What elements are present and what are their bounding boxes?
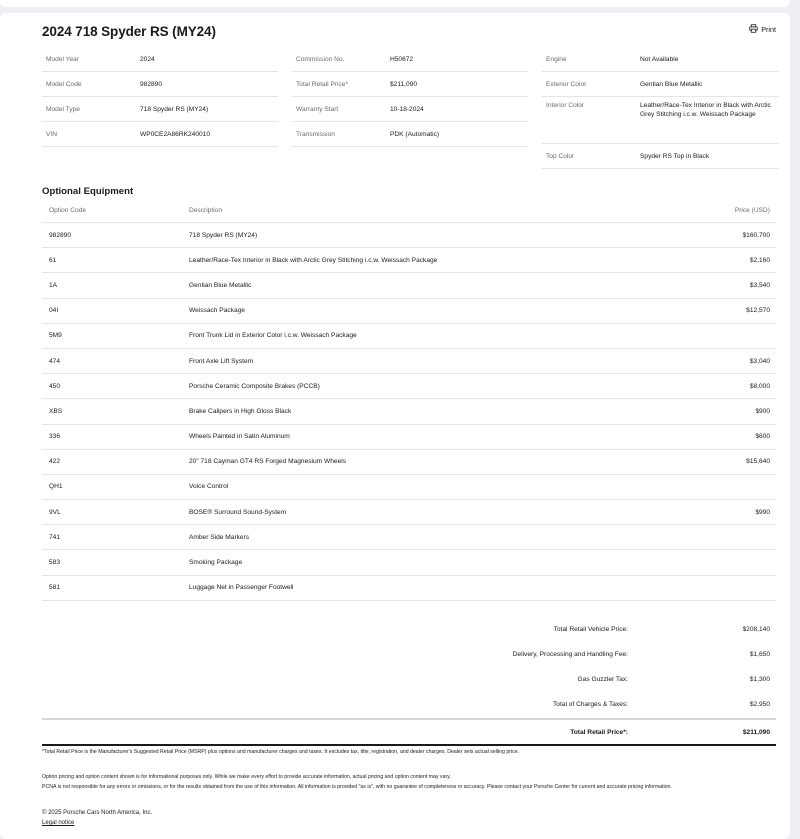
table-row (42, 475, 776, 500)
option-price: $12,570 (746, 307, 770, 315)
spec-value: 10-18-2024 (390, 105, 424, 113)
option-description: Front Trunk Lid in Exterior Color i.c.w. Weissach Package (189, 332, 357, 340)
spec-label: Model Type (46, 105, 80, 113)
column-header-code: Option Code (49, 206, 87, 214)
optional-equipment-title: Optional Equipment (42, 186, 134, 197)
table-header (42, 198, 776, 223)
total-label: Delivery, Processing and Handling Fee: (512, 651, 628, 658)
option-description: Voice Control (189, 483, 229, 491)
option-code: QH1 (49, 483, 63, 491)
option-price: $2,160 (749, 256, 770, 264)
msrp-footnote: *Total Retail Price is the Manufacturer's Suggested Retail Price (MSRP) plus options and manufacturer charges and taxes. It excludes tax, title, registration, and dealer charges. Dealer sets actual selling price. (42, 749, 520, 755)
spec-label: Model Year (46, 55, 79, 63)
spec-label: Warranty Start (296, 105, 339, 113)
spec-value: H50672 (390, 55, 414, 63)
total-retail-price-row (42, 720, 776, 744)
table-row (42, 349, 776, 374)
option-code: 1A (49, 281, 58, 289)
table-row (42, 525, 776, 550)
option-code: 982890 (49, 231, 72, 239)
spec-label: Engine (546, 55, 567, 63)
spec-row (542, 72, 778, 97)
spec-row (542, 144, 778, 169)
option-code: 450 (49, 382, 61, 390)
price-summary (42, 617, 776, 746)
option-price: $600 (755, 433, 770, 441)
table-body (42, 223, 776, 601)
spec-value: Leather/Race-Tex Interior in Black with Arctic Grey Stitching i.c.w. Weissach Package (640, 102, 771, 118)
table-row (42, 324, 776, 349)
spec-value: Spyder RS Top in Black (640, 152, 710, 160)
spec-label: Interior Color (546, 102, 585, 109)
delivery-fee-row (42, 642, 776, 667)
gas-guzzler-row (42, 667, 776, 692)
option-price: $990 (755, 508, 770, 516)
spec-value: $211,090 (390, 80, 418, 88)
total-label: Gas Guzzler Tax: (577, 676, 628, 683)
table-row (42, 425, 776, 450)
column-header-description: Description (189, 206, 222, 214)
spec-row (292, 97, 528, 122)
table-row (42, 500, 776, 525)
option-price: $8,000 (749, 382, 770, 390)
spec-value: Not Available (640, 55, 679, 63)
spec-row (292, 47, 528, 72)
column-header-price: Price (USD) (734, 206, 770, 214)
spec-label: Model Code (46, 80, 82, 88)
total-label: Total of Charges & Taxes: (552, 701, 628, 708)
option-description: Front Axle Lift System (189, 357, 254, 365)
specs-column-3 (542, 47, 778, 169)
table-row (42, 273, 776, 298)
option-description: Smoking Package (189, 559, 243, 567)
spec-label: Commission No. (296, 55, 345, 63)
printer-icon (749, 24, 758, 35)
spec-label: Top Color (546, 152, 575, 160)
spec-value: WP0CE2A86RK240010 (140, 130, 211, 138)
specs-column-1 (42, 47, 278, 147)
legal-notice-link[interactable]: Legal notice (42, 820, 75, 826)
table-row (42, 399, 776, 424)
spec-row (542, 97, 778, 144)
total-vehicle-price-row (42, 617, 776, 642)
option-price: $160,700 (742, 231, 770, 239)
spec-row (42, 122, 278, 147)
option-price: $15,640 (746, 458, 770, 466)
option-code: 474 (49, 357, 61, 365)
disclaimer-line-2: PCNA is not responsible for any errors or omissions, or for the results obtained from the use of this information. All information is provided "as is", with no guarantee of completeness or accuracy. Please contact your Porsche Center for current and accurate pricing information. (42, 784, 672, 790)
disclaimer-line-1: Option pricing and option content shown is for informational purposes only. While we make every effort to provide accurate information, actual pricing and option content may vary. (42, 774, 451, 780)
spec-value: 2024 (140, 55, 155, 63)
option-description: Luggage Net in Passenger Footwell (189, 584, 294, 592)
summary-divider-bold (42, 744, 776, 746)
table-row (42, 374, 776, 399)
specs-column-2 (292, 47, 528, 147)
option-code: 581 (49, 584, 61, 592)
print-label: Print (761, 25, 776, 34)
table-row (42, 223, 776, 248)
total-value: $211,090 (742, 728, 770, 736)
spec-row (42, 47, 278, 72)
spec-value: 718 Spyder RS (MY24) (140, 105, 209, 113)
table-row (42, 450, 776, 475)
total-value: $1,650 (749, 651, 770, 658)
spec-value: 982890 (140, 80, 163, 88)
spec-label: VIN (46, 130, 57, 138)
total-label: Total Retail Vehicle Price: (553, 626, 628, 633)
option-price: $900 (755, 407, 770, 415)
spec-label: Exterior Color (546, 80, 587, 88)
top-card-strip (0, 0, 790, 7)
spec-value: Gentian Blue Metallic (640, 80, 703, 88)
option-code: XBS (49, 407, 63, 415)
table-row (42, 248, 776, 273)
optional-equipment-table (42, 198, 776, 601)
option-code: 9VL (49, 508, 61, 516)
spec-row (42, 72, 278, 97)
total-value: $208,140 (742, 626, 770, 633)
total-value: $1,300 (749, 676, 770, 683)
option-code: 336 (49, 433, 61, 441)
option-code: 61 (49, 256, 57, 264)
spec-row (292, 122, 528, 147)
spec-row (42, 97, 278, 122)
page-title: 2024 718 Spyder RS (MY24) (42, 24, 216, 39)
option-price: $3,540 (749, 281, 770, 289)
option-description: BOSE® Surround Sound-System (189, 508, 287, 516)
total-label: Total Retail Price*: (570, 728, 628, 736)
copyright: © 2025 Porsche Cars North America, Inc. (42, 810, 153, 816)
print-button[interactable] (749, 24, 776, 35)
option-description: 20" 718 Cayman GT4 RS Forged Magnesium Wheels (189, 458, 346, 466)
total-value: $2,950 (749, 701, 770, 708)
spec-label: Transmission (296, 130, 335, 138)
option-description: Weissach Package (189, 307, 245, 315)
option-description: Wheels Painted in Satin Aluminum (189, 433, 290, 441)
table-row (42, 576, 776, 601)
spec-row (292, 72, 528, 97)
spec-row (542, 47, 778, 72)
option-description: Gentian Blue Metallic (189, 281, 252, 289)
vehicle-detail-card (0, 13, 790, 839)
option-code: 583 (49, 559, 61, 567)
spec-label: Total Retail Price* (296, 80, 349, 88)
option-description: Porsche Ceramic Composite Brakes (PCCB) (189, 382, 320, 390)
option-description: Brake Calipers in High Gloss Black (189, 407, 292, 415)
option-description: Amber Side Markers (189, 533, 250, 541)
charges-taxes-row (42, 692, 776, 717)
option-price: $3,040 (749, 357, 770, 365)
option-code: 04I (49, 307, 59, 315)
option-code: 741 (49, 533, 61, 541)
option-description: 718 Spyder RS (MY24) (189, 231, 258, 239)
option-code: 5M9 (49, 332, 62, 340)
table-row (42, 299, 776, 324)
table-row (42, 550, 776, 575)
option-description: Leather/Race-Tex Interior in Black with Arctic Grey Stitching i.c.w. Weissach Package (189, 256, 438, 264)
spec-value: PDK (Automatic) (390, 130, 440, 138)
option-code: 422 (49, 458, 61, 466)
